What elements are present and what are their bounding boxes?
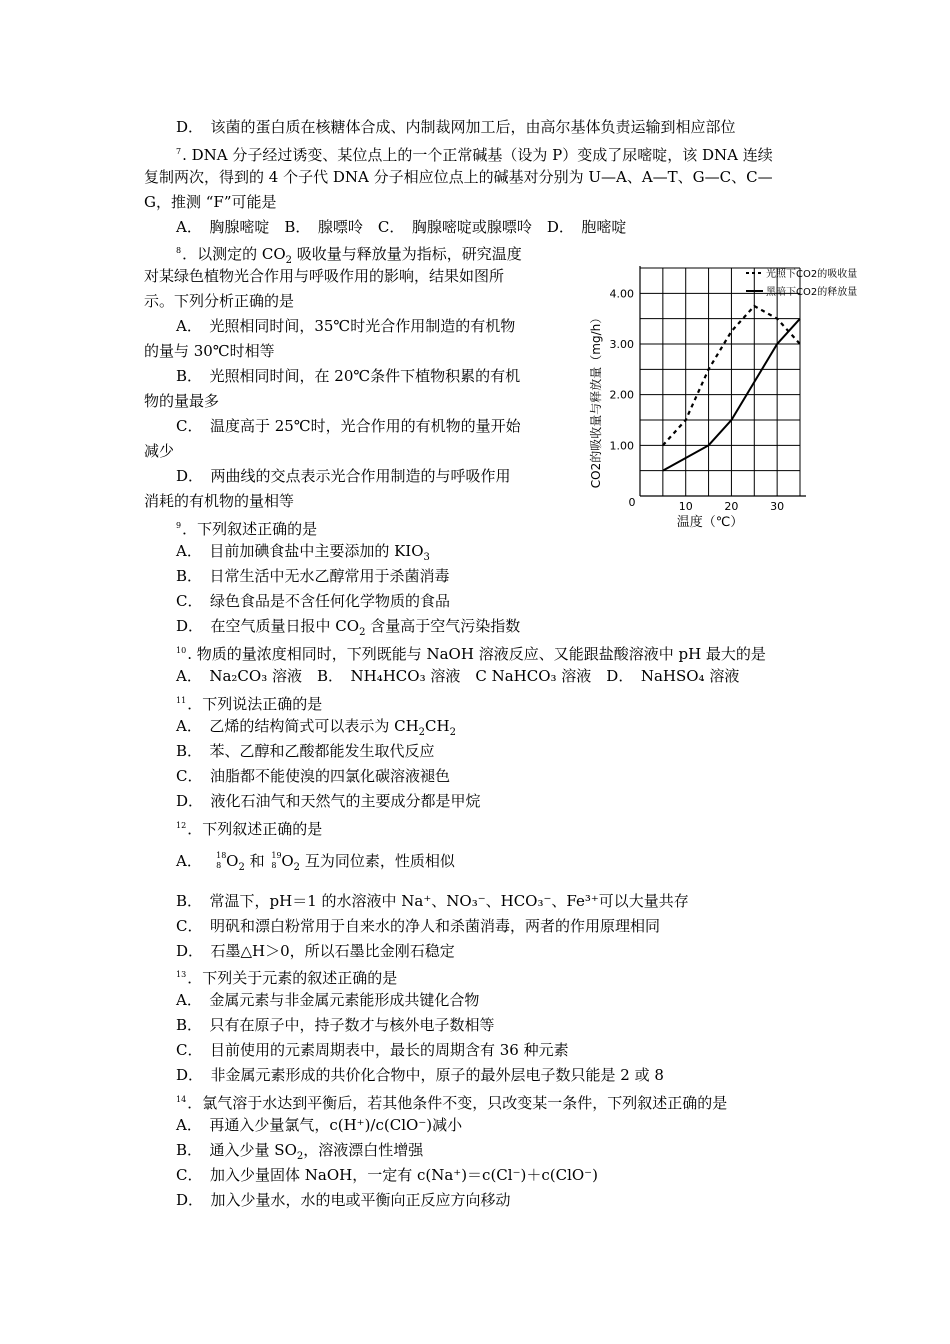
q8-stem-line2: 对某绿色植物光合作用与呼吸作用的影响，结果如图所 [144, 267, 505, 285]
iso2-num: 8 [271, 861, 277, 870]
q8-option-c-line1: C． 温度高于 25℃时，光合作用的有机物的量开始 [176, 417, 521, 435]
q11-option-d: D． 液化石油气和天然气的主要成分都是甲烷 [176, 792, 481, 810]
q12-option-c: C． 明矾和漂白粉常用于自来水的净人和杀菌消毒，两者的作用原理相同 [176, 917, 660, 935]
q11-number: 11 [176, 696, 187, 705]
q14-b-post: ，溶液漂白性增强 [303, 1141, 424, 1159]
q12-a-o1: O [226, 852, 239, 870]
chart-axes [640, 266, 806, 496]
q12-a-o2-sub: 2 [293, 862, 301, 873]
q6-option-d: D． 该菌的蛋白质在核糖体合成、内制裁网加工后，由高尔基体负责运输到相应部位 [176, 118, 736, 136]
q12-a-pre: A． [176, 852, 195, 870]
q8-option-a-line2: 的量与 30℃时相等 [144, 342, 275, 360]
y-tick-label: 1.00 [609, 439, 634, 453]
q9-option-b: B． 日常生活中无水乙醇常用于杀菌消毒 [176, 567, 450, 585]
q14-option-c: C． 加入少量固体 NaOH，一定有 c(Na⁺)＝c(Cl⁻)＋c(ClO⁻) [176, 1166, 598, 1184]
q11-a-mid: CH [425, 717, 450, 735]
q11-stem [176, 690, 322, 715]
q14-stem [176, 1089, 727, 1114]
x-tick-label: 0 [628, 496, 636, 509]
q12-a-and: 和 [244, 852, 270, 870]
q7-number: 7 [176, 147, 182, 156]
q9-number: 9 [176, 521, 182, 530]
q7-stem-line3: G，推测 “F”可能是 [144, 193, 277, 211]
legend-label: 光照下CO2的吸收量 [766, 269, 858, 280]
iso1-mass: 18 [216, 851, 227, 860]
q12-option-b: B． 常温下，pH＝1 的水溶液中 Na⁺、NO₃⁻、HCO₃⁻、Fe³⁺可以大量共存 [176, 892, 689, 910]
q12-number: 12 [176, 821, 187, 830]
q14-option-a: A． 再通入少量氯气，c(H⁺)/c(ClO⁻)减小 [176, 1116, 463, 1134]
q9-option-c: C． 绿色食品是不含任何化学物质的食品 [176, 592, 450, 610]
q9-stem [176, 515, 317, 540]
co2-temperature-chart [578, 260, 858, 540]
q12-option-a [176, 850, 455, 879]
q11-option-b: B． 苯、乙醇和乙酸都能发生取代反应 [176, 742, 435, 760]
q14-b-pre: B． 通入少量 SO [176, 1141, 297, 1159]
q13-option-c: C． 目前使用的元素周期表中，最长的周期含有 36 种元素 [176, 1041, 569, 1059]
q8-text1b: 吸收量与释放量为指标，研究温度 [292, 245, 522, 263]
q14-number: 14 [176, 1095, 187, 1104]
chart-ticks [610, 287, 785, 513]
q8-option-a-line1: A． 光照相同时间，35℃时光合作用制造的有机物 [176, 317, 516, 335]
q12-a-o2: O [281, 852, 294, 870]
q12-a-o1-sub: 2 [238, 862, 245, 873]
q8-option-d-line2: 消耗的有机物的量相等 [144, 492, 295, 510]
isotope-label-2 [269, 852, 281, 872]
q11-a-pre: A． 乙烯的结构简式可以表示为 CH [176, 717, 419, 735]
q13-stem-text: ．下列关于元素的叙述正确的是 [187, 969, 398, 987]
q8-option-d-line1: D． 两曲线的交点表示光合作用制造的与呼吸作用 [176, 467, 511, 485]
q10-number: 10 [176, 646, 187, 655]
chart-y-label: CO2的吸收量与释放量（mg/h） [589, 311, 603, 489]
iso2-mass: 19 [271, 851, 282, 860]
q12-stem [176, 815, 322, 840]
q12-stem-text: ．下列叙述正确的是 [187, 820, 323, 838]
q12-a-post: 互为同位素，性质相似 [300, 852, 455, 870]
y-tick-label: 2.00 [609, 388, 634, 402]
q10-stem-text: . 物质的量浓度相同时，下列既能与 NaOH 溶液反应、又能跟盐酸溶液中 pH 最大的是 [187, 645, 766, 663]
q9-d-post: 含量高于空气污染指数 [365, 617, 521, 635]
chart-grid [640, 268, 800, 496]
q8-number: 8 [176, 246, 182, 255]
q9-a-sub: 3 [423, 552, 430, 563]
q9-stem-text: ．下列叙述正确的是 [182, 520, 318, 538]
q8-option-b-line1: B． 光照相同时间，在 20℃条件下植物积累的有机 [176, 367, 521, 385]
chart-x-label: 温度（℃） [676, 515, 744, 530]
x-tick-label: 20 [724, 500, 739, 513]
iso1-num: 8 [216, 861, 222, 870]
q11-option-c: C． 油脂都不能使溴的四氯化碳溶液褪色 [176, 767, 450, 785]
q8-text1-sub: 2 [285, 255, 293, 266]
q13-option-d: D． 非金属元素形成的共价化合物中，原子的最外层电子数只能是 2 或 8 [176, 1066, 664, 1084]
q11-a-sub2: 2 [449, 727, 456, 738]
q10-options: A． Na₂CO₃ 溶液 B． NH₄HCO₃ 溶液 C NaHCO₃ 溶液 D． NaHSO₄ 溶液 [176, 667, 740, 685]
q14-b-sub: 2 [296, 1151, 304, 1162]
q8-text1a: ．以测定的 CO [182, 245, 286, 263]
q8-option-c-line2: 减少 [144, 442, 175, 460]
q8-option-b-line2: 物的量最多 [144, 392, 220, 410]
q7-text1: . DNA 分子经过诱变、某位点上的一个正常碱基（设为 P）变成了尿嘧啶，该 DNA 连续 [182, 146, 773, 164]
q9-a-text: A． 目前加碘食盐中主要添加的 KIO [176, 542, 424, 560]
q14-option-d: D． 加入少量水，水的电或平衡向正反应方向移动 [176, 1191, 511, 1209]
q9-d-pre: D． 在空气质量日报中 CO [176, 617, 360, 635]
q7-stem-line1 [176, 141, 773, 166]
x-tick-label: 10 [678, 500, 693, 513]
legend-label: 黑暗下CO2的释放量 [766, 287, 858, 298]
q12-option-d: D． 石墨△H＞0，所以石墨比金刚石稳定 [176, 942, 455, 960]
q11-a-sub1: 2 [418, 727, 426, 738]
isotope-label-1 [214, 852, 226, 872]
q13-stem [176, 964, 397, 989]
q14-stem-text: ．氯气溶于水达到平衡后，若其他条件不变，只改变某一条件，下列叙述正确的是 [187, 1094, 728, 1112]
q10-stem [176, 640, 766, 665]
y-tick-label: 3.00 [609, 338, 634, 351]
q8-stem-line3: 示。下列分析正确的是 [144, 292, 295, 310]
q11-stem-text: ．下列说法正确的是 [187, 695, 323, 713]
x-tick-label: 30 [770, 500, 785, 513]
q9-d-sub: 2 [359, 627, 366, 638]
q13-option-b: B． 只有在原子中，持子数才与核外电子数相等 [176, 1016, 495, 1034]
q13-option-a: A． 金属元素与非金属元素能形成共键化合物 [176, 991, 480, 1009]
q13-number: 13 [176, 970, 187, 979]
q7-options: A． 胸腺嘧啶 B． 腺嘌呤 C． 胸腺嘧啶或腺嘌呤 D． 胞嘧啶 [176, 218, 627, 236]
y-tick-label: 4.00 [609, 287, 634, 301]
q7-stem-line2: 复制两次，得到的 4 个子代 DNA 分子相应位点上的碱基对分别为 U—A、A—T、G—C、C— [144, 168, 773, 186]
